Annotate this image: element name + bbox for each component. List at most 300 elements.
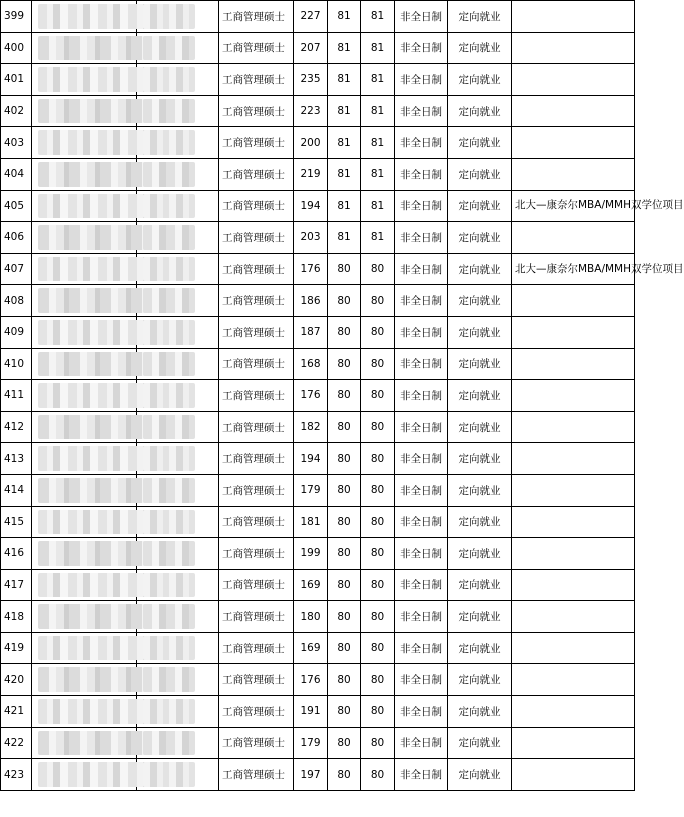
total-score: 179	[294, 474, 328, 506]
redacted-name	[32, 506, 137, 538]
redacted-id	[137, 253, 219, 285]
major-name: 工商管理硕士	[219, 253, 294, 285]
blurred-content	[143, 36, 195, 61]
employment-type: 定向就业	[448, 222, 512, 254]
redacted-id	[137, 696, 219, 728]
remark	[512, 316, 635, 348]
total-score: 197	[294, 759, 328, 791]
redacted-name	[32, 696, 137, 728]
table-row	[1, 696, 635, 728]
table-row	[1, 1, 635, 33]
blurred-content	[143, 762, 195, 787]
blurred-content	[143, 510, 195, 535]
redacted-name	[32, 632, 137, 664]
remark	[512, 285, 635, 317]
table-row	[1, 506, 635, 538]
subject-score-a: 81	[328, 158, 361, 190]
redacted-name	[32, 64, 137, 96]
table-row	[1, 190, 635, 222]
study-mode: 非全日制	[395, 601, 448, 633]
subject-score-b: 80	[361, 601, 395, 633]
table-row	[1, 601, 635, 633]
blurred-content	[143, 478, 195, 503]
redacted-id	[137, 158, 219, 190]
blurred-content	[143, 699, 195, 724]
subject-score-a: 80	[328, 601, 361, 633]
subject-score-b: 81	[361, 1, 395, 33]
redacted-id	[137, 443, 219, 475]
subject-score-b: 80	[361, 727, 395, 759]
table-row	[1, 632, 635, 664]
study-mode: 非全日制	[395, 222, 448, 254]
blurred-content	[143, 4, 195, 29]
table-row	[1, 222, 635, 254]
blurred-content	[143, 257, 195, 282]
subject-score-b: 80	[361, 443, 395, 475]
subject-score-b: 80	[361, 380, 395, 412]
major-name: 工商管理硕士	[219, 285, 294, 317]
study-mode: 非全日制	[395, 664, 448, 696]
study-mode: 非全日制	[395, 727, 448, 759]
blurred-content	[143, 225, 195, 250]
remark: 北大—康奈尔MBA/MMH双学位项目	[512, 253, 635, 285]
major-name: 工商管理硕士	[219, 759, 294, 791]
redacted-name	[32, 569, 137, 601]
row-number: 400	[1, 32, 32, 64]
subject-score-a: 81	[328, 1, 361, 33]
employment-type: 定向就业	[448, 32, 512, 64]
total-score: 169	[294, 569, 328, 601]
row-number: 422	[1, 727, 32, 759]
redacted-name	[32, 474, 137, 506]
redacted-name	[32, 190, 137, 222]
subject-score-b: 80	[361, 696, 395, 728]
subject-score-b: 80	[361, 285, 395, 317]
total-score: 182	[294, 411, 328, 443]
subject-score-a: 80	[328, 443, 361, 475]
major-name: 工商管理硕士	[219, 443, 294, 475]
redacted-id	[137, 348, 219, 380]
blurred-content	[143, 446, 195, 471]
subject-score-b: 81	[361, 158, 395, 190]
major-name: 工商管理硕士	[219, 506, 294, 538]
remark	[512, 443, 635, 475]
redacted-id	[137, 95, 219, 127]
row-number: 405	[1, 190, 32, 222]
total-score: 194	[294, 443, 328, 475]
study-mode: 非全日制	[395, 158, 448, 190]
remark	[512, 538, 635, 570]
subject-score-b: 80	[361, 632, 395, 664]
blurred-content	[143, 130, 195, 155]
subject-score-b: 80	[361, 759, 395, 791]
study-mode: 非全日制	[395, 285, 448, 317]
remark	[512, 696, 635, 728]
blurred-content	[143, 636, 195, 661]
redacted-id	[137, 32, 219, 64]
redacted-name	[32, 727, 137, 759]
table-row	[1, 727, 635, 759]
study-mode: 非全日制	[395, 696, 448, 728]
study-mode: 非全日制	[395, 632, 448, 664]
table-row	[1, 443, 635, 475]
subject-score-a: 80	[328, 506, 361, 538]
blurred-content	[143, 99, 195, 124]
redacted-name	[32, 759, 137, 791]
table-row	[1, 411, 635, 443]
row-number: 401	[1, 64, 32, 96]
blurred-content	[143, 541, 195, 566]
employment-type: 定向就业	[448, 285, 512, 317]
row-number: 413	[1, 443, 32, 475]
study-mode: 非全日制	[395, 474, 448, 506]
employment-type: 定向就业	[448, 538, 512, 570]
employment-type: 定向就业	[448, 348, 512, 380]
remark	[512, 759, 635, 791]
subject-score-a: 81	[328, 127, 361, 159]
subject-score-b: 80	[361, 411, 395, 443]
redacted-id	[137, 316, 219, 348]
blurred-content	[143, 194, 195, 219]
study-mode: 非全日制	[395, 32, 448, 64]
major-name: 工商管理硕士	[219, 32, 294, 64]
employment-type: 定向就业	[448, 632, 512, 664]
subject-score-b: 80	[361, 664, 395, 696]
total-score: 181	[294, 506, 328, 538]
table-row	[1, 569, 635, 601]
remark	[512, 411, 635, 443]
study-mode: 非全日制	[395, 443, 448, 475]
total-score: 176	[294, 664, 328, 696]
remark	[512, 222, 635, 254]
subject-score-b: 80	[361, 316, 395, 348]
employment-type: 定向就业	[448, 316, 512, 348]
major-name: 工商管理硕士	[219, 474, 294, 506]
row-number: 406	[1, 222, 32, 254]
major-name: 工商管理硕士	[219, 569, 294, 601]
row-number: 420	[1, 664, 32, 696]
subject-score-a: 80	[328, 569, 361, 601]
row-number: 408	[1, 285, 32, 317]
table-row	[1, 32, 635, 64]
row-number: 402	[1, 95, 32, 127]
redacted-name	[32, 285, 137, 317]
remark	[512, 632, 635, 664]
row-number: 403	[1, 127, 32, 159]
total-score: 176	[294, 380, 328, 412]
row-number: 421	[1, 696, 32, 728]
redacted-id	[137, 285, 219, 317]
blurred-content	[143, 352, 195, 377]
employment-type: 定向就业	[448, 506, 512, 538]
blurred-content	[143, 162, 195, 187]
subject-score-a: 81	[328, 32, 361, 64]
total-score: 169	[294, 632, 328, 664]
total-score: 176	[294, 253, 328, 285]
total-score: 235	[294, 64, 328, 96]
remark	[512, 601, 635, 633]
blurred-content	[143, 667, 195, 692]
subject-score-a: 80	[328, 316, 361, 348]
subject-score-b: 80	[361, 253, 395, 285]
table-row	[1, 759, 635, 791]
redacted-id	[137, 190, 219, 222]
subject-score-b: 80	[361, 538, 395, 570]
remark: 北大—康奈尔MBA/MMH双学位项目	[512, 190, 635, 222]
employment-type: 定向就业	[448, 696, 512, 728]
redacted-id	[137, 474, 219, 506]
total-score: 219	[294, 158, 328, 190]
row-number: 419	[1, 632, 32, 664]
remark	[512, 380, 635, 412]
row-number: 410	[1, 348, 32, 380]
major-name: 工商管理硕士	[219, 190, 294, 222]
major-name: 工商管理硕士	[219, 632, 294, 664]
subject-score-a: 80	[328, 253, 361, 285]
subject-score-b: 81	[361, 95, 395, 127]
remark	[512, 158, 635, 190]
remark	[512, 95, 635, 127]
redacted-name	[32, 1, 137, 33]
redacted-id	[137, 632, 219, 664]
blurred-content	[143, 288, 195, 313]
blurred-content	[143, 320, 195, 345]
total-score: 168	[294, 348, 328, 380]
redacted-id	[137, 411, 219, 443]
study-mode: 非全日制	[395, 411, 448, 443]
total-score: 180	[294, 601, 328, 633]
employment-type: 定向就业	[448, 253, 512, 285]
total-score: 191	[294, 696, 328, 728]
redacted-name	[32, 348, 137, 380]
redacted-name	[32, 411, 137, 443]
study-mode: 非全日制	[395, 64, 448, 96]
subject-score-a: 80	[328, 727, 361, 759]
major-name: 工商管理硕士	[219, 538, 294, 570]
subject-score-a: 81	[328, 222, 361, 254]
blurred-content	[143, 67, 195, 92]
row-number: 409	[1, 316, 32, 348]
subject-score-b: 81	[361, 222, 395, 254]
major-name: 工商管理硕士	[219, 158, 294, 190]
subject-score-a: 81	[328, 95, 361, 127]
remark	[512, 569, 635, 601]
major-name: 工商管理硕士	[219, 222, 294, 254]
total-score: 186	[294, 285, 328, 317]
subject-score-b: 81	[361, 127, 395, 159]
employment-type: 定向就业	[448, 190, 512, 222]
redacted-id	[137, 1, 219, 33]
redacted-name	[32, 253, 137, 285]
employment-type: 定向就业	[448, 1, 512, 33]
major-name: 工商管理硕士	[219, 727, 294, 759]
major-name: 工商管理硕士	[219, 664, 294, 696]
major-name: 工商管理硕士	[219, 348, 294, 380]
total-score: 179	[294, 727, 328, 759]
total-score: 203	[294, 222, 328, 254]
study-mode: 非全日制	[395, 506, 448, 538]
table-row	[1, 538, 635, 570]
study-mode: 非全日制	[395, 348, 448, 380]
subject-score-a: 80	[328, 474, 361, 506]
subject-score-a: 80	[328, 348, 361, 380]
table-body	[1, 1, 684, 791]
blurred-content	[143, 383, 195, 408]
row-number: 416	[1, 538, 32, 570]
total-score: 187	[294, 316, 328, 348]
remark	[512, 727, 635, 759]
row-number: 407	[1, 253, 32, 285]
redacted-id	[137, 759, 219, 791]
total-score: 194	[294, 190, 328, 222]
subject-score-b: 80	[361, 506, 395, 538]
table-row	[1, 64, 635, 96]
total-score: 199	[294, 538, 328, 570]
employment-type: 定向就业	[448, 64, 512, 96]
subject-score-a: 80	[328, 632, 361, 664]
employment-type: 定向就业	[448, 127, 512, 159]
employment-type: 定向就业	[448, 380, 512, 412]
table-row	[1, 380, 635, 412]
major-name: 工商管理硕士	[219, 696, 294, 728]
study-mode: 非全日制	[395, 316, 448, 348]
subject-score-b: 81	[361, 32, 395, 64]
employment-type: 定向就业	[448, 727, 512, 759]
study-mode: 非全日制	[395, 127, 448, 159]
redacted-id	[137, 506, 219, 538]
study-mode: 非全日制	[395, 569, 448, 601]
redacted-name	[32, 32, 137, 64]
row-number: 411	[1, 380, 32, 412]
redacted-name	[32, 380, 137, 412]
subject-score-b: 81	[361, 190, 395, 222]
major-name: 工商管理硕士	[219, 64, 294, 96]
total-score: 200	[294, 127, 328, 159]
subject-score-b: 80	[361, 348, 395, 380]
blurred-content	[143, 604, 195, 629]
employment-type: 定向就业	[448, 601, 512, 633]
subject-score-a: 80	[328, 664, 361, 696]
subject-score-b: 80	[361, 569, 395, 601]
subject-score-a: 80	[328, 285, 361, 317]
redacted-name	[32, 664, 137, 696]
redacted-name	[32, 222, 137, 254]
employment-type: 定向就业	[448, 95, 512, 127]
row-number: 423	[1, 759, 32, 791]
study-mode: 非全日制	[395, 1, 448, 33]
subject-score-b: 81	[361, 64, 395, 96]
redacted-name	[32, 127, 137, 159]
remark	[512, 64, 635, 96]
subject-score-a: 81	[328, 64, 361, 96]
major-name: 工商管理硕士	[219, 95, 294, 127]
table-row	[1, 348, 635, 380]
redacted-id	[137, 727, 219, 759]
subject-score-a: 80	[328, 411, 361, 443]
row-number: 399	[1, 1, 32, 33]
remark	[512, 127, 635, 159]
study-mode: 非全日制	[395, 538, 448, 570]
study-mode: 非全日制	[395, 759, 448, 791]
total-score: 227	[294, 1, 328, 33]
table-row	[1, 253, 635, 285]
remark	[512, 664, 635, 696]
employment-type: 定向就业	[448, 664, 512, 696]
study-mode: 非全日制	[395, 380, 448, 412]
remark	[512, 32, 635, 64]
major-name: 工商管理硕士	[219, 1, 294, 33]
employment-type: 定向就业	[448, 158, 512, 190]
study-mode: 非全日制	[395, 253, 448, 285]
row-number: 412	[1, 411, 32, 443]
redacted-id	[137, 601, 219, 633]
redacted-name	[32, 158, 137, 190]
remark	[512, 506, 635, 538]
total-score: 223	[294, 95, 328, 127]
employment-type: 定向就业	[448, 443, 512, 475]
major-name: 工商管理硕士	[219, 411, 294, 443]
redacted-id	[137, 64, 219, 96]
redacted-id	[137, 380, 219, 412]
table-row	[1, 474, 635, 506]
redacted-name	[32, 443, 137, 475]
redacted-name	[32, 95, 137, 127]
row-number: 418	[1, 601, 32, 633]
remark	[512, 1, 635, 33]
subject-score-b: 80	[361, 474, 395, 506]
study-mode: 非全日制	[395, 95, 448, 127]
subject-score-a: 80	[328, 759, 361, 791]
employment-type: 定向就业	[448, 474, 512, 506]
row-number: 415	[1, 506, 32, 538]
redacted-id	[137, 569, 219, 601]
subject-score-a: 80	[328, 380, 361, 412]
blurred-content	[143, 415, 195, 440]
major-name: 工商管理硕士	[219, 380, 294, 412]
table-row	[1, 158, 635, 190]
subject-score-a: 80	[328, 696, 361, 728]
redacted-id	[137, 664, 219, 696]
blurred-content	[143, 573, 195, 598]
major-name: 工商管理硕士	[219, 316, 294, 348]
study-mode: 非全日制	[395, 190, 448, 222]
table-row	[1, 664, 635, 696]
redacted-name	[32, 316, 137, 348]
total-score: 207	[294, 32, 328, 64]
major-name: 工商管理硕士	[219, 127, 294, 159]
employment-type: 定向就业	[448, 411, 512, 443]
remark	[512, 474, 635, 506]
table-row	[1, 285, 635, 317]
blurred-content	[143, 731, 195, 756]
redacted-id	[137, 222, 219, 254]
row-number: 404	[1, 158, 32, 190]
employment-type: 定向就业	[448, 759, 512, 791]
row-number: 417	[1, 569, 32, 601]
subject-score-a: 81	[328, 190, 361, 222]
redacted-id	[137, 538, 219, 570]
redacted-name	[32, 601, 137, 633]
employment-type: 定向就业	[448, 569, 512, 601]
table-row	[1, 127, 635, 159]
table-row	[1, 95, 635, 127]
redacted-name	[32, 538, 137, 570]
remark	[512, 348, 635, 380]
redacted-id	[137, 127, 219, 159]
row-number: 414	[1, 474, 32, 506]
table-row	[1, 316, 635, 348]
subject-score-a: 80	[328, 538, 361, 570]
